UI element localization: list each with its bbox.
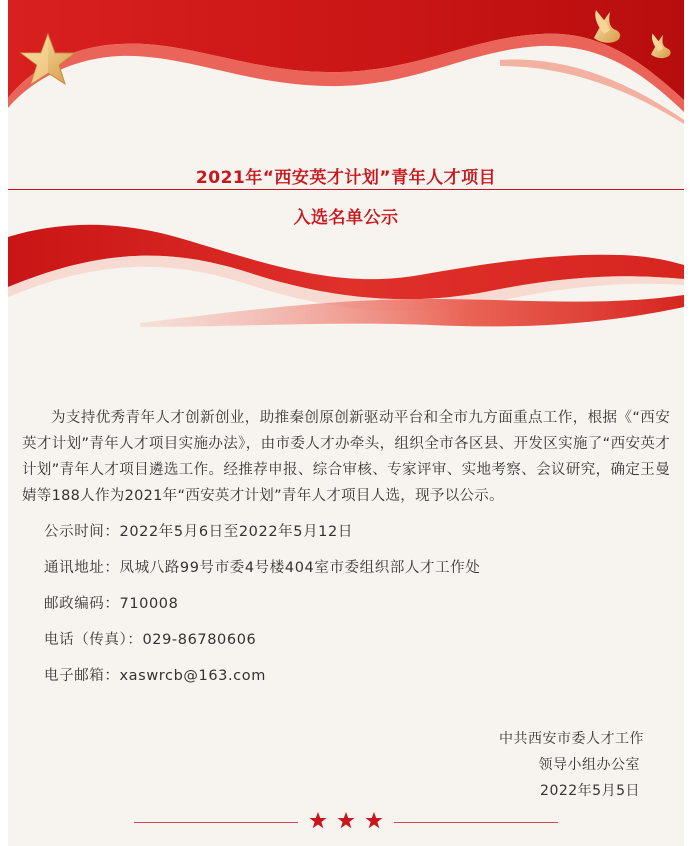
top-banner <box>0 0 692 140</box>
page-title-line1: 2021年“西安英才计划”青年人才项目 <box>195 168 497 188</box>
address-line: 通讯地址：凤城八路99号市委4号楼404室市委组织部人才工作处 <box>44 560 481 576</box>
ribbon-decoration <box>0 215 692 355</box>
footer-stars <box>308 808 384 834</box>
signature-org-line2: 领导小组办公室 <box>538 757 640 773</box>
signature-org-line1: 中共西安市委人才工作 <box>499 731 644 747</box>
star-icon <box>364 811 384 831</box>
signature-date: 2022年5月5日 <box>540 783 640 799</box>
postcode-line: 邮政编码：710008 <box>44 596 179 612</box>
email-line: 电子邮箱：xaswrcb@163.com <box>44 668 266 684</box>
phone-line: 电话（传真）：029-86780606 <box>44 632 257 648</box>
star-icon <box>308 811 328 831</box>
period-line: 公示时间：2022年5月6日至2022年5月12日 <box>44 524 353 540</box>
footer-divider-left <box>134 822 298 823</box>
footer-divider-right <box>394 822 558 823</box>
page-title-line2: 入选名单公示 <box>293 208 399 228</box>
notice-body: 为支持优秀青年人才创新创业，助推秦创原创新驱动平台和全市九方面重点工作，根据《“西安英才计划”青年人才项目实施办法》，由市委人才办牵头，组织全市各区县、开发区实施了“西安英才计划”青年人才项目遴选工作。经推荐申报、综合审核、专家评审、实地考察、会议研究，确定王曼婧等188人作为2021年“西安英才计划”青年人才项目人选，现予以公示。 <box>22 410 670 504</box>
title-divider <box>8 189 684 190</box>
star-icon <box>336 811 356 831</box>
